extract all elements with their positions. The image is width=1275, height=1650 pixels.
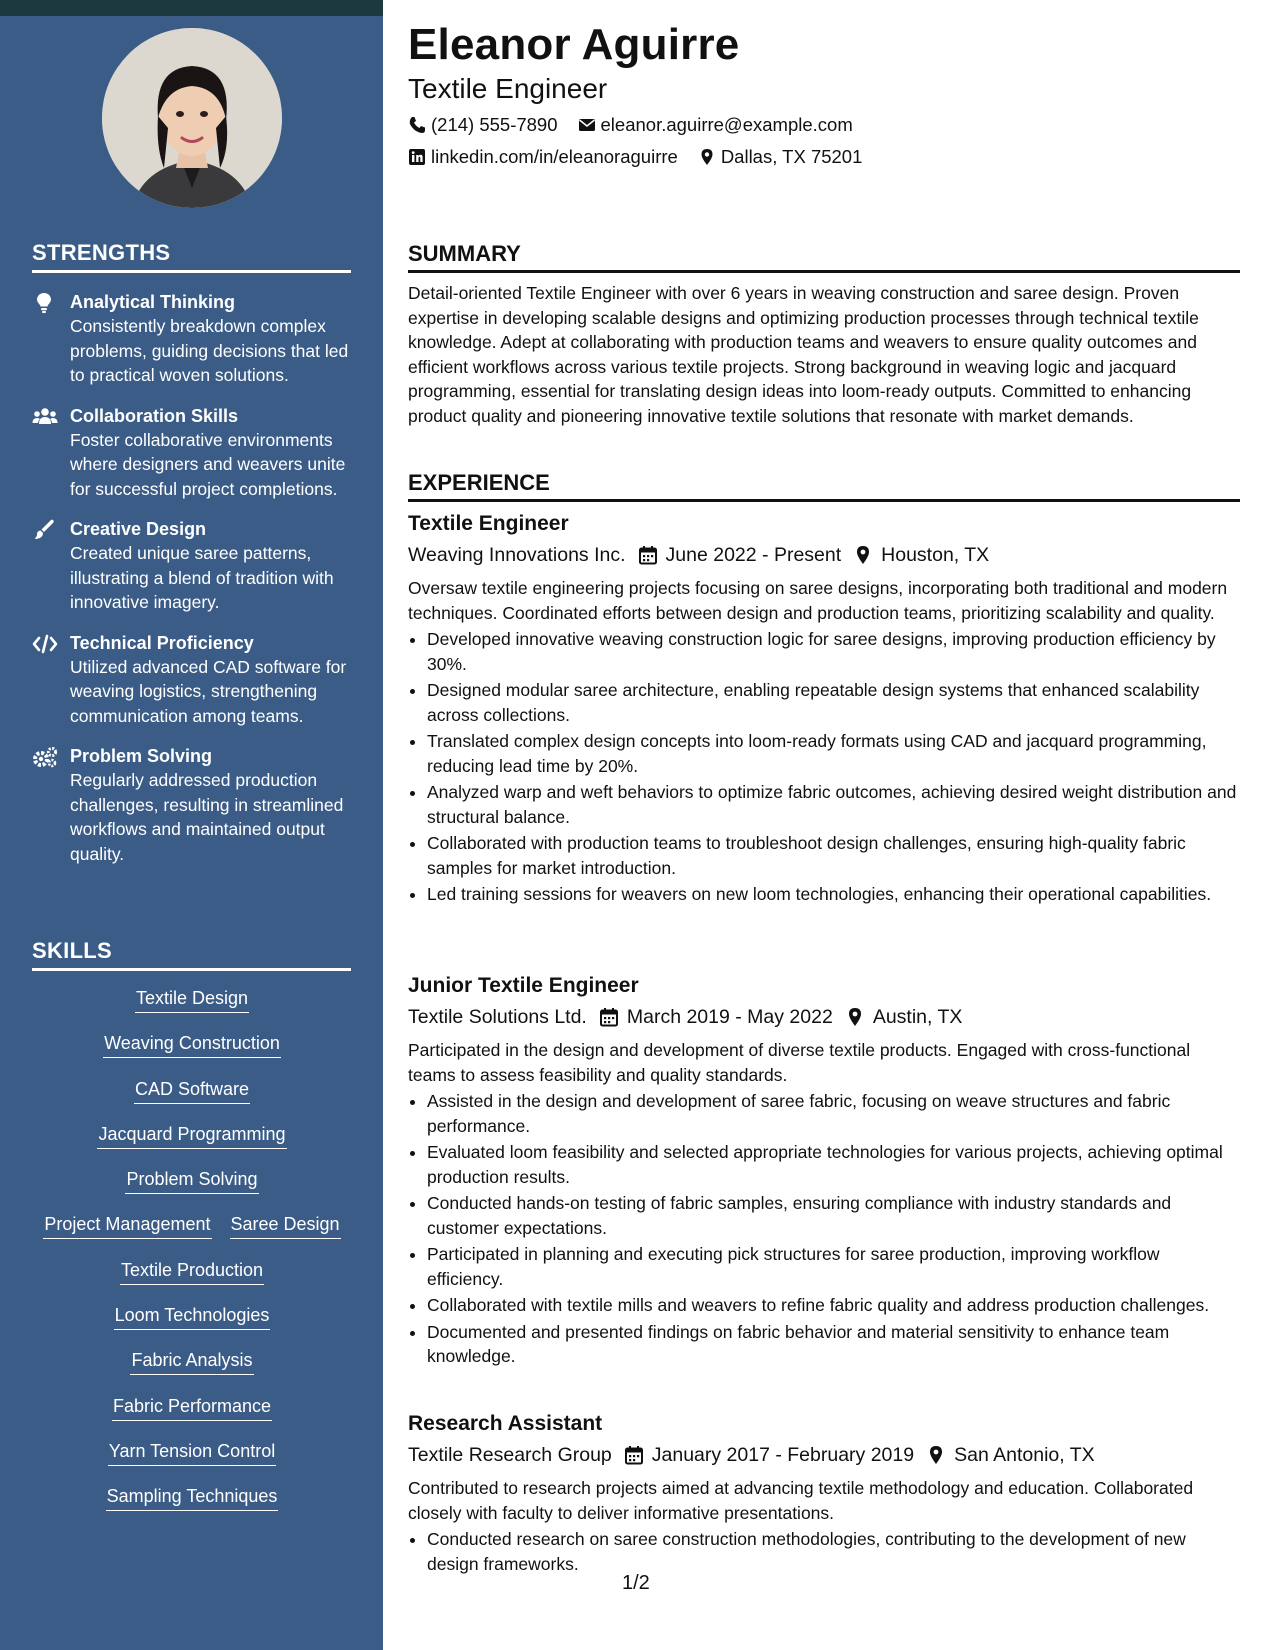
strength-title: Creative Design: [70, 519, 207, 539]
candidate-name: Eleanor Aguirre: [408, 20, 740, 69]
summary-text: Detail-oriented Textile Engineer with over 6 years in weaving construction and saree design. Proven expertise in developing scalable designs and optimizing production processes through technical textile knowledge. Adept at collaborating with production teams and weavers to ensure quality outcomes and efficient workflows across various textile projects. Strong background in weaving logic and jacquard programming, essential for translating design ideas into loom-ready outputs. Committed to enhancing product quality and pioneering innovative textile solutions that resonate with market demands.: [408, 283, 1199, 426]
code-icon: [32, 633, 56, 655]
contact-line-1: [408, 114, 853, 136]
strength-description: Foster collaborative environments where designers and weavers unite for successful project completions.: [70, 429, 346, 499]
users-icon: [32, 406, 56, 428]
skill-tag: Problem Solving: [125, 1166, 258, 1194]
skills-list: [32, 985, 352, 1529]
job-entry: [408, 972, 1240, 1371]
job-company: Textile Solutions Ltd.: [408, 1006, 587, 1028]
phone-icon: [408, 116, 426, 134]
map-pin-icon: [853, 545, 873, 565]
strength-item: [32, 290, 362, 388]
skill-tag: Jacquard Programming: [97, 1121, 286, 1149]
job-description: Participated in the design and development of diverse textile products. Engaged with cross-functional teams to assess feasibility and quality standards.: [408, 1040, 1191, 1085]
list-item: • Collaborated with production teams to troubleshoot design challenges, ensuring high-quality fabric samples for market introduction.: [427, 831, 1240, 880]
list-item: • Evaluated loom feasibility and selected appropriate technologies for various projects, achieving optimal production results.: [427, 1140, 1240, 1189]
job-location: Austin, TX: [872, 1006, 963, 1028]
candidate-title: Textile Engineer: [408, 73, 608, 104]
job-bullets: [408, 627, 1240, 907]
strength-description: Regularly addressed production challenges, resulting in streamlined workflows and maintained output quality.: [70, 770, 344, 864]
job-meta: [408, 1440, 1240, 1470]
job-company: Weaving Innovations Inc.: [408, 544, 626, 566]
list-item: • Developed innovative weaving construction logic for saree designs, improving production efficiency by 30%.: [427, 627, 1240, 676]
contact-location: [698, 146, 863, 168]
skills-heading: SKILLS: [32, 938, 351, 971]
list-item: • Conducted research on saree construction methodologies, contributing to the development of new design frameworks.: [427, 1527, 1240, 1576]
calendar-icon: [624, 1445, 644, 1465]
list-item: • Assisted in the design and development of saree fabric, focusing on weave structures and fabric performance.: [427, 1089, 1240, 1138]
list-item: • Collaborated with textile mills and weavers to refine fabric quality and address production challenges.: [427, 1293, 1240, 1318]
envelope-icon: [578, 116, 596, 134]
skill-tag: Yarn Tension Control: [108, 1438, 276, 1466]
strength-title: Problem Solving: [70, 746, 213, 766]
map-pin-icon: [926, 1445, 946, 1465]
job-location: Houston, TX: [881, 544, 990, 566]
list-item: • Designed modular saree architecture, enabling repeatable design systems that enhanced scalability across collections.: [427, 678, 1240, 727]
list-item: • Participated in planning and executing pick structures for saree production, improving workflow efficiency.: [427, 1242, 1240, 1291]
strength-description: Created unique saree patterns, illustrating a blend of tradition with innovative imagery.: [70, 543, 334, 612]
job-meta: [408, 1002, 1240, 1032]
summary-heading: SUMMARY: [408, 241, 1240, 273]
strength-item: [32, 744, 362, 866]
list-item: • Translated complex design concepts into loom-ready formats using CAD and jacquard programming, reducing lead time by 20%.: [427, 729, 1240, 778]
strength-title: Analytical Thinking: [70, 292, 236, 312]
job-description: Contributed to research projects aimed at advancing textile methodology and education. Collaborated closely with faculty to deliver informative presentations.: [408, 1478, 1194, 1523]
job-bullets: [408, 1527, 1240, 1576]
job-description: Oversaw textile engineering projects focusing on saree designs, incorporating both traditional and modern techniques. Coordinated efforts between design and production teams, prioritizing scalability and quality.: [408, 578, 1228, 623]
job-bullets: [408, 1089, 1240, 1369]
skill-tag: Textile Production: [120, 1257, 264, 1285]
job-location: San Antonio, TX: [954, 1444, 1095, 1466]
email-text: eleanor.aguirre@example.com: [600, 114, 853, 135]
skill-tag: Weaving Construction: [103, 1030, 281, 1058]
contact-email: [578, 114, 853, 136]
gears-icon: [32, 746, 56, 768]
skill-tag: Saree Design: [230, 1211, 341, 1239]
strengths-list: [32, 290, 362, 882]
strength-item: [32, 404, 362, 502]
strength-title: Collaboration Skills: [70, 405, 239, 426]
skill-tag: Textile Design: [135, 985, 249, 1013]
strength-title: Technical Proficiency: [70, 632, 254, 653]
map-pin-icon: [845, 1007, 865, 1027]
job-dates: June 2022 - Present: [665, 544, 842, 566]
strengths-heading: STRENGTHS: [32, 240, 351, 273]
job-meta: [408, 540, 1240, 570]
skill-tag: Project Management: [43, 1211, 211, 1239]
strength-item: [32, 517, 362, 615]
list-item: • Analyzed warp and weft behaviors to optimize fabric outcomes, achieving desired weight distribution and structural balance.: [427, 780, 1240, 829]
skill-tag: Fabric Performance: [112, 1393, 272, 1421]
calendar-icon: [638, 545, 658, 565]
linkedin-text: linkedin.com/in/eleanoraguirre: [431, 146, 678, 167]
page-number: 1/2: [622, 1572, 650, 1594]
profile-photo: [102, 28, 282, 208]
experience-heading: EXPERIENCE: [408, 470, 1240, 502]
job-role: Research Assistant: [408, 1412, 603, 1435]
job-entry: [408, 510, 1240, 909]
phone-text: (214) 555-7890: [431, 114, 558, 135]
paintbrush-icon: [32, 519, 56, 541]
map-pin-icon: [698, 148, 716, 166]
contact-phone: [408, 114, 558, 136]
skill-tag: Loom Technologies: [114, 1302, 271, 1330]
list-item: • Conducted hands-on testing of fabric samples, ensuring compliance with industry standards and customer expectations.: [427, 1191, 1240, 1240]
strength-item: [32, 631, 362, 729]
list-item: • Led training sessions for weavers on new loom technologies, enhancing their operational capabilities.: [427, 882, 1240, 907]
calendar-icon: [599, 1007, 619, 1027]
job-role: Textile Engineer: [408, 512, 569, 535]
linkedin-icon: [408, 148, 426, 166]
lightbulb-icon: [32, 292, 56, 314]
job-dates: January 2017 - February 2019: [651, 1444, 915, 1466]
list-item: • Documented and presented findings on fabric behavior and material sensitivity to enhance team knowledge.: [427, 1320, 1240, 1369]
skill-tag: CAD Software: [134, 1076, 250, 1104]
skill-tag: Sampling Techniques: [106, 1483, 279, 1511]
strength-description: Utilized advanced CAD software for weaving logistics, strengthening communication among teams.: [70, 656, 347, 726]
contact-linkedin: [408, 146, 678, 168]
job-role: Junior Textile Engineer: [408, 974, 639, 997]
job-dates: March 2019 - May 2022: [626, 1006, 833, 1028]
avatar: [102, 28, 282, 208]
sidebar: [0, 0, 383, 1650]
strength-description: Consistently breakdown complex problems, guiding decisions that led to practical woven solutions.: [70, 316, 349, 385]
job-entry: [408, 1410, 1240, 1578]
skill-tag: Fabric Analysis: [130, 1347, 253, 1375]
sidebar-top-bar: [0, 0, 383, 16]
location-text: Dallas, TX 75201: [720, 146, 863, 167]
contact-line-2: [408, 146, 862, 168]
job-company: Textile Research Group: [408, 1444, 612, 1466]
